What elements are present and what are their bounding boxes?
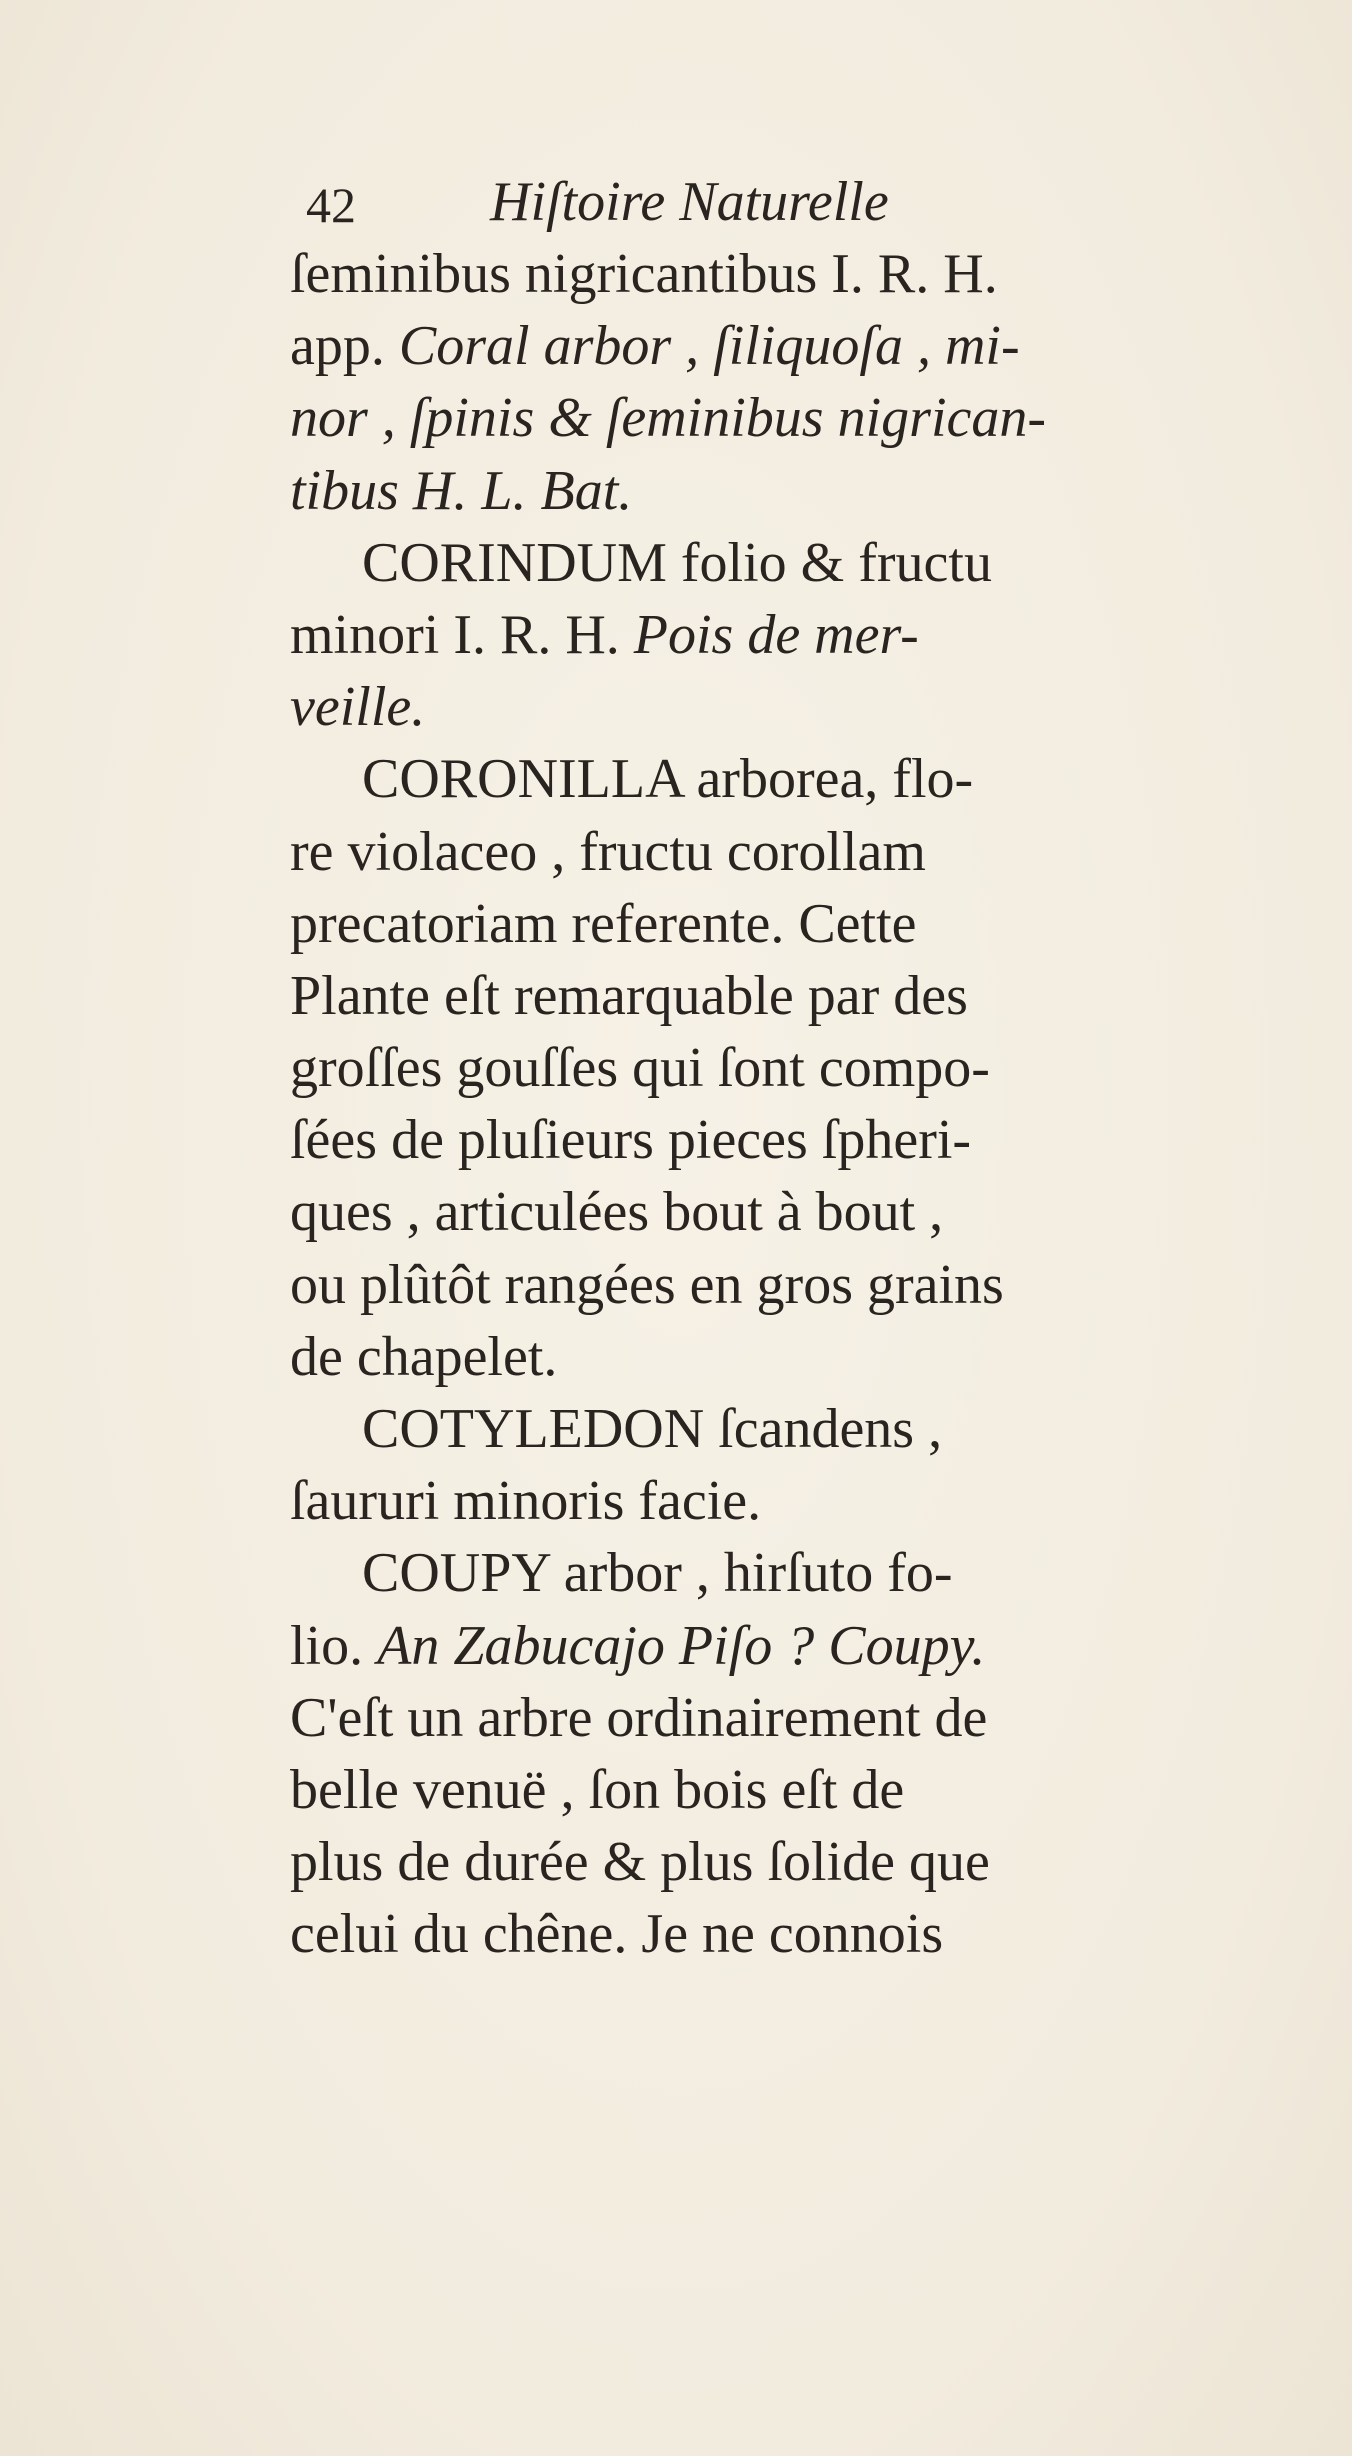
text-line: precatoriam referente. Cette: [290, 892, 917, 955]
text-line: lio. An Zabucajo Piſo ? Coupy.: [290, 1614, 986, 1677]
text-line: belle venuë , ſon bois eſt de: [290, 1758, 905, 1821]
entry-line: CORINDUM folio & fructu: [362, 531, 992, 594]
text-line: plus de durée & plus ſolide que: [290, 1831, 990, 1894]
text-line: celui du chêne. Je ne connois: [290, 1903, 944, 1966]
entry-line: CORONILLA arborea, flo-: [362, 748, 974, 811]
text-line: ou plûtôt rangées en gros grains: [290, 1253, 1004, 1316]
text-line: ſeminibus nigricantibus I. R. H.: [290, 243, 998, 305]
text-line: veille.: [290, 676, 426, 739]
text-line: ſées de pluſieurs pieces ſpheri-: [290, 1109, 972, 1172]
text-line: app. Coral arbor , ſiliquoſa , mi-: [290, 315, 1020, 378]
text-line: C'eſt un arbre ordinairement de: [290, 1686, 988, 1749]
text-line: ſaururi minoris facie.: [290, 1470, 762, 1533]
page-number: 42: [306, 177, 356, 233]
text-line: de chapelet.: [290, 1325, 558, 1388]
text-line: minori I. R. H. Pois de mer-: [290, 603, 919, 666]
page-header: [290, 170, 1310, 240]
text-line: ques , articulées bout à bout ,: [290, 1181, 944, 1244]
text-line: nor , ſpinis & ſeminibus nigrican-: [290, 387, 1046, 450]
body-text: [290, 238, 1320, 1971]
running-title: Hiſtoire Naturelle: [490, 171, 889, 233]
text-line: re violaceo , fructu corollam: [290, 820, 926, 883]
entry-line: COUPY arbor , hirſuto fo-: [362, 1542, 953, 1605]
text-line: tibus H. L. Bat.: [290, 459, 633, 522]
text-line: groſſes gouſſes qui ſont compo-: [290, 1037, 990, 1100]
entry-line: COTYLEDON ſcandens ,: [362, 1398, 943, 1460]
text-line: Plante eſt remarquable par des: [290, 964, 968, 1027]
